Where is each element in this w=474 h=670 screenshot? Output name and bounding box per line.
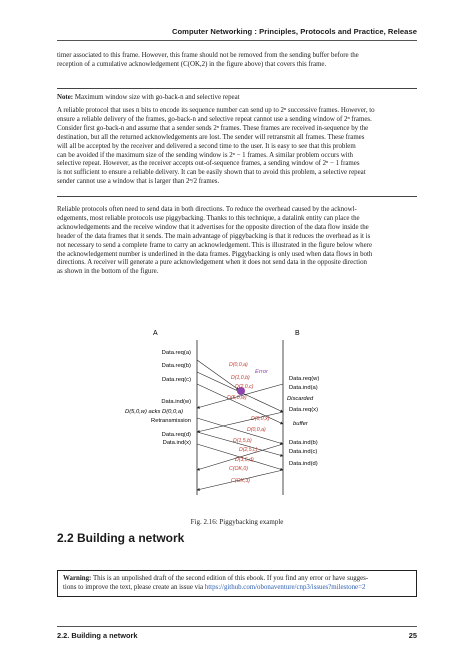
host-a-label: A bbox=[153, 330, 158, 337]
text-line: reception of a cumulative acknowledgement (C(OK,2) in the figure above) that covers this frame. bbox=[57, 60, 327, 68]
frame-label: D(2,5,c) bbox=[239, 447, 258, 453]
event-label: Data.req(d) bbox=[161, 432, 191, 438]
text-line: as shown in the bottom of the figure. bbox=[57, 268, 159, 276]
note-body bbox=[57, 107, 417, 187]
event-label: Data.ind(c) bbox=[289, 449, 318, 455]
frame-label: C(OK,3) bbox=[231, 478, 251, 484]
body-paragraph bbox=[57, 206, 417, 277]
note-top-rule bbox=[57, 88, 417, 89]
text-line: selective repeat. However, as the receiver accepts out-of-sequence frames, a sending window of 2ⁿ − 1 frames bbox=[57, 160, 360, 168]
event-label: D(5,0,w) acks D(0,0,a) bbox=[125, 409, 183, 415]
text-line: will all be accepted by the receiver and delivered a second time to the user. It is easy to see that this problem bbox=[57, 142, 356, 150]
frame-label: D(3,6,d) bbox=[235, 457, 254, 463]
event-label: Retransmission bbox=[151, 418, 191, 424]
frame-label: D(1,5,b) bbox=[233, 438, 252, 444]
event-label: Data.req(x) bbox=[289, 407, 318, 413]
warning-label: Warning: bbox=[63, 575, 92, 582]
issues-link[interactable]: https://github.com/obonaventure/cnp3/issues?milestone=2 bbox=[204, 584, 366, 591]
text-line: can be avoided if the maximum size of the sending window is 2ⁿ − 1 frames. A similar problem occurs with bbox=[57, 151, 353, 159]
text-line: A reliable protocol that uses n bits to encode its sequence number can send up to 2ⁿ successive frames. However, to bbox=[57, 107, 375, 114]
frame-label: D(6,0,x) bbox=[251, 416, 270, 422]
text-line: ensure a reliable delivery of the frames, go-back-n and selective repeat cannot use a sending window of 2ⁿ frames. bbox=[57, 115, 372, 123]
event-label: Discarded bbox=[287, 396, 314, 402]
event-label: buffer bbox=[293, 421, 308, 427]
frame-label: C(OK,0) bbox=[229, 466, 249, 472]
warning-text: This is an unpolished draft of the second edition of this ebook. If you find any error or have sugges- bbox=[92, 575, 369, 582]
frame-label: D(1,0,b) bbox=[231, 375, 250, 381]
piggybacking-diagram bbox=[125, 320, 355, 510]
text-line: destination, but all the returned acknowledgements are lost. The sender will retransmit all frames. These frames bbox=[57, 133, 365, 141]
note-heading bbox=[57, 94, 240, 101]
event-label: Data.req(b) bbox=[161, 363, 191, 369]
event-label: Data.req(c) bbox=[162, 377, 191, 383]
text-line: timer associated to this frame. However, this frame should not be removed from the sending buffer before the bbox=[57, 52, 359, 59]
event-label: Data.ind(a) bbox=[289, 385, 318, 391]
running-header: Computer Networking : Principles, Protocols and Practice, Release bbox=[171, 27, 417, 36]
event-label: Data.ind(w) bbox=[161, 399, 191, 405]
note-label: Note: bbox=[57, 94, 74, 101]
footer-rule bbox=[57, 626, 417, 627]
text-line: acknowledgements and the receive window that it advertises for the opposite direction of the data flow inside the bbox=[57, 223, 369, 231]
host-b-label: B bbox=[295, 330, 300, 337]
warning-text: tions to improve the text, please create an issue via bbox=[63, 584, 205, 591]
text-line: is not sufficient to ensure a reliable delivery. It can be easily shown that to avoid this problem, a selective repeat bbox=[57, 169, 366, 177]
page-number: 25 bbox=[408, 631, 417, 640]
event-label: Data.ind(x) bbox=[162, 440, 191, 446]
frame-label: D(0,0,a) bbox=[247, 427, 266, 433]
event-label: Data.ind(d) bbox=[289, 461, 318, 467]
figure-caption: Fig. 2.16: Piggybacking example bbox=[190, 518, 284, 526]
warning-box bbox=[57, 570, 417, 597]
note-title: Maximum window size with go-back-n and selective repeat bbox=[74, 94, 240, 101]
text-line: header of the data frames that it sends. The main advantage of piggybacking is that it reduces the overhead as it is bbox=[57, 232, 371, 240]
error-label: Error bbox=[255, 369, 268, 375]
footer-section: 2.2. Building a network bbox=[57, 631, 138, 640]
event-label: Data.req(a) bbox=[161, 350, 191, 356]
frame-label: D(2,0,c) bbox=[235, 384, 254, 390]
warning-line bbox=[63, 574, 411, 583]
section-heading: 2.2 Building a network bbox=[57, 531, 185, 545]
text-line: the acknowledgement number is underlined in the data frames. Piggybacking is only used when data flows in both bbox=[57, 250, 373, 258]
text-line: Reliable protocols often need to send data in both directions. To reduce the overhead caused by the acknowl- bbox=[57, 206, 357, 213]
text-line: not necessary to send a complete frame to carry an acknowledgement. This is illustrated in the figure below where bbox=[57, 241, 373, 249]
text-line: sender cannot use a window that is larger than 2ⁿ/2 frames. bbox=[57, 178, 220, 186]
text-line: Consider first go-back-n and assume that a sender sends 2ⁿ frames. These frames are received in-sequence by the bbox=[57, 124, 369, 132]
warning-line bbox=[63, 583, 411, 592]
text-line: directions. A receiver will generate a pure acknowledgement when it does not send data in the opposite direction bbox=[57, 259, 367, 267]
text-line: edgements, most reliable protocols use piggybacking. Thanks to this technique, a datalink entity can place the bbox=[57, 214, 360, 222]
note-bottom-rule bbox=[57, 196, 417, 197]
intro-paragraph bbox=[57, 52, 417, 70]
event-label: Data.req(w) bbox=[289, 376, 320, 382]
frame-label: D(0,0,a) bbox=[229, 362, 248, 368]
frame-label: D(5,0,w) bbox=[227, 395, 247, 401]
event-label: Data.ind(b) bbox=[289, 440, 318, 446]
header-rule bbox=[57, 40, 417, 41]
